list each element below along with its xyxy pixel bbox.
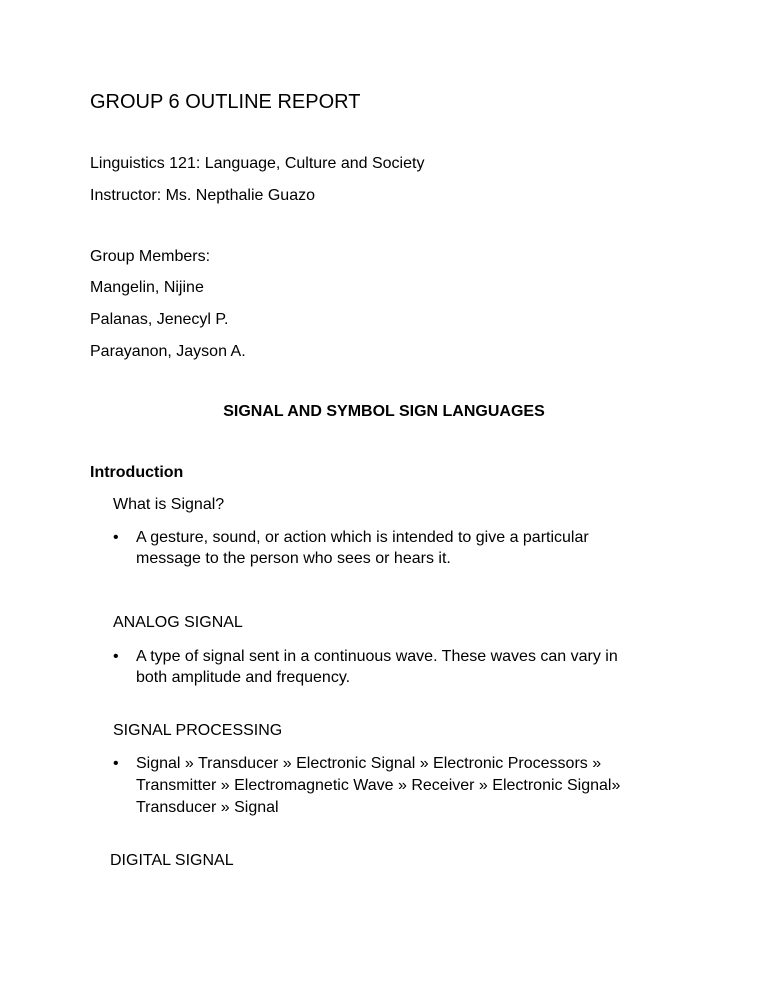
introduction-heading: Introduction	[90, 464, 184, 481]
bullet-line: message to the person who sees or hears it.	[136, 550, 451, 567]
bullet-line: A type of signal sent in a continuous wave. These waves can vary in	[136, 648, 618, 665]
section-subheading: SIGNAL PROCESSING	[113, 722, 283, 739]
member-name: Parayanon, Jayson A.	[90, 343, 246, 360]
bullet-icon: •	[113, 529, 119, 546]
document-title: GROUP 6 OUTLINE REPORT	[90, 91, 361, 113]
bullet-icon: •	[113, 648, 119, 665]
bullet-icon: •	[113, 755, 119, 772]
section-subheading: What is Signal?	[113, 496, 225, 513]
instructor-line: Instructor: Ms. Nepthalie Guazo	[90, 187, 315, 204]
member-name: Mangelin, Nijine	[90, 279, 204, 296]
bullet-line: both amplitude and frequency.	[136, 669, 351, 686]
section-subheading: ANALOG SIGNAL	[113, 614, 243, 631]
section-subheading: DIGITAL SIGNAL	[110, 852, 234, 869]
main-heading: SIGNAL AND SYMBOL SIGN LANGUAGES	[223, 403, 545, 420]
course-line: Linguistics 121: Language, Culture and Society	[90, 155, 425, 172]
member-name: Palanas, Jenecyl P.	[90, 311, 229, 328]
bullet-line: Transducer » Signal	[136, 799, 279, 816]
members-label: Group Members:	[90, 248, 211, 265]
bullet-line: Transmitter » Electromagnetic Wave » Receiver » Electronic Signal»	[136, 777, 621, 794]
bullet-line: A gesture, sound, or action which is intended to give a particular	[136, 529, 589, 546]
bullet-line: Signal » Transducer » Electronic Signal » Electronic Processors »	[136, 755, 602, 772]
